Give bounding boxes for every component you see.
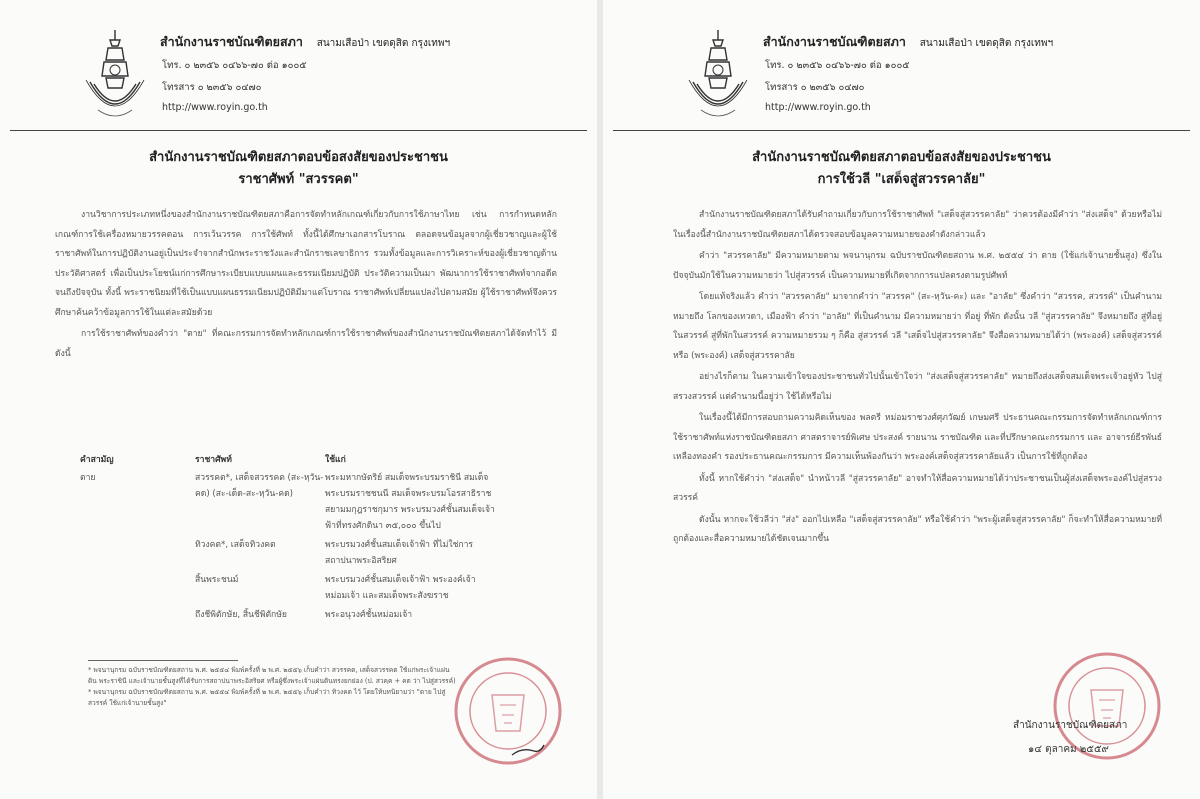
signature-org: สำนักงานราชบัณฑิตยสภา [1013, 720, 1128, 731]
paragraph: สำนักงานราชบัณฑิตยสภาได้รับคำถามเกี่ยวกับการใช้ราชาศัพท์ "เสด็จสู่สวรรคาลัย" ว่าควรต้องมีคำว่า "ส่งเสด็จ" ด้วยหรือไม่ ในเรื่องนี้สำนักงานราชบัณฑิตยสภาได้ตรวจสอบข้อมูลความหมายของคำดังกล่าวแล้ว [673, 210, 1162, 240]
cell [80, 537, 195, 569]
cell: สวรรคต*, เสด็จสวรรคต (สะ-หฺวัน-คด) (สะ-เด็ด-สะ-หฺวัน-คด) [195, 473, 324, 499]
telephone: โทร. ๐ ๒๓๕๖ ๐๔๖๖-๗๐ ต่อ ๑๐๐๕ [162, 60, 307, 71]
royal-vocabulary-table [80, 452, 500, 626]
cell [80, 607, 195, 623]
letterhead [673, 20, 1180, 125]
table-header [80, 452, 500, 466]
org-address: สนามเสือป่า เขตดุสิต กรุงเทพฯ [919, 38, 1054, 49]
telephone: โทร. ๐ ๒๓๕๖ ๐๔๖๖-๗๐ ต่อ ๑๐๐๕ [765, 60, 910, 71]
table-row [80, 470, 500, 534]
paragraph: การใช้ราชาศัพท์ของคำว่า "ตาย" ที่คณะกรรมการจัดทำหลักเกณฑ์การใช้ราชาศัพท์ของสำนักงานราชบัณฑิตยสภาได้จัดทำไว้ มีดังนี้ [55, 329, 557, 359]
org-name-line [160, 34, 450, 51]
document-page-right [603, 0, 1200, 799]
cell: ถึงชีพิตักษัย, สิ้นชีพิตักษัย [195, 610, 287, 620]
document-page-left [0, 0, 597, 799]
paragraph: โดยแท้จริงแล้ว คำว่า "สวรรคาลัย" มาจากคำว่า "สวรรค" (สะ-หฺวัน-คะ) และ "อาลัย" ซึ่งคำว่า "สวรรค, สวรรค์" เป็นคำนาม หมายถึง โลกของเทวดา, เมืองฟ้า คำว่า "อาลัย" ที่เป็นคำนาม มีความหมายว่า ที่อยู่ ที่พัก ดังนั้น วลี "สู่สวรรคาลัย" จึงหมายถึง สู่ที่อยู่ในสวรรค์ สู่ที่พักในสวรรค์ ความหมายรวม ๆ ก็คือ สู่สวรรค์ วลี "เสด็จไปสู่สวรรคาลัย" จึงสื่อความหมายได้ว่า (พระองค์) เสด็จสู่สวรรค์ หรือ (พระองค์) เสด็จสู่สวรรคาลัย [673, 292, 1162, 361]
footnote: * พจนานุกรม ฉบับราชบัณฑิตยสถาน พ.ศ. ๒๕๕๔ พิมพ์ครั้งที่ ๒ พ.ศ. ๒๕๕๖ เก็บคำว่า สวรรคต, เสด็จสวรรคต ใช้แก่พระเจ้าแผ่นดิน พระราชินี และเจ้านายชั้นสูงที่ได้รับการสถาปนาพระอิสริยศ หรือผู้ซึ่งพระเจ้าแผ่นดินทรงยกย่อง (ป. สวคฺค + คต ว่า ไปสู่สวรรค์) [88, 666, 456, 685]
header-used-for: ใช้แก่ [325, 455, 346, 465]
website: http://www.royin.go.th [162, 102, 268, 113]
royal-institute-emblem-icon [683, 26, 753, 126]
footnote: * พจนานุกรม ฉบับราชบัณฑิตยสถาน พ.ศ. ๒๕๕๔ พิมพ์ครั้งที่ ๒ พ.ศ. ๒๕๕๖ เก็บคำว่า ทิวงคต ไว้ โดยให้บทนิยามว่า "ตาย ไปสู่สวรรค์ ใช้แก่เจ้านายชั้นสูง" [88, 688, 446, 707]
fax: โทรสาร ๐ ๒๓๕๖ ๐๔๗๐ [765, 82, 865, 93]
footnote-rule [88, 660, 238, 661]
signature-date: ๑๔ ตุลาคม ๒๕๕๙ [1028, 744, 1109, 755]
cell: พระบรมวงศ์ชั้นสมเด็จเจ้าฟ้า พระองค์เจ้า หม่อมเจ้า และสมเด็จพระสังฆราช [325, 575, 476, 601]
table-row [80, 537, 500, 569]
paragraph: อย่างไรก็ตาม ในความเข้าใจของประชาชนทั่วไปนั้นเข้าใจว่า "ส่งเสด็จสู่สวรรคาลัย" หมายถึงส่งเสด็จสมเด็จพระเจ้าอยู่หัว ไปสู่สรวงสวรรค์ แต่คำนามนี้อยู่ว่า ใช้ได้หรือไม่ [673, 372, 1162, 402]
paragraph: ในเรื่องนี้ได้มีการสอบถามความคิดเห็นของ พลตรี หม่อมราชวงศ์ศุภวัฒย์ เกษมศรี ประธานคณะกรรมการจัดทำหลักเกณฑ์การใช้ราชาศัพท์แห่งราชบัณฑิตยสภา ศาสตราจารย์พิเศษ ประสงค์ รายนาน ราชบัณฑิต และที่ปรึกษาคณะกรรมการ และ อาจารย์ธีรพันธ์ เหลืองทองคำ รองประธานคณะกรรมการ มีความเห็นพ้องกันว่า พระองค์เสด็จสู่สวรรคาลัยแล้ว เป็นการใช้ที่ถูกต้อง [673, 413, 1162, 462]
doc-body [55, 206, 557, 366]
paragraph: ทั้งนี้ หากใช้คำว่า "ส่งเสด็จ" นำหน้าวลี "สู่สวรรคาลัย" อาจทำให้สื่อความหมายได้ว่าประชาชนเป็นผู้ส่งเสด็จพระองค์ไปสู่สรวงสวรรค์ [673, 473, 1162, 503]
paragraph: คำว่า "สวรรคาลัย" มีความหมายตาม พจนานุกรม ฉบับราชบัณฑิตยสถาน พ.ศ. ๒๕๕๔ ว่า ตาย (ใช้แก่เจ้านายชั้นสูง) ซึ่งในปัจจุบันมักใช้ในความหมายว่า ไปสู่สวรรค์ เป็นความหมายที่เกิดจากการแปลตรงตามรูปศัพท์ [673, 251, 1162, 281]
footnotes [88, 660, 458, 709]
table-row [80, 572, 500, 604]
header-common-word: คำสามัญ [80, 455, 114, 465]
royal-institute-emblem-icon [80, 26, 150, 126]
cell: ตาย [80, 473, 96, 483]
org-address: สนามเสือป่า เขตดุสิต กรุงเทพฯ [316, 38, 451, 49]
doc-title-line1: สำนักงานราชบัณฑิตยสภาตอบข้อสงสัยของประชาชน [149, 150, 448, 165]
doc-title-line1: สำนักงานราชบัณฑิตยสภาตอบข้อสงสัยของประชาชน [752, 150, 1051, 165]
doc-title-line2: ราชาศัพท์ "สวรรคต" [238, 172, 359, 187]
paragraph: งานวิชาการประเภทหนึ่งของสำนักงานราชบัณฑิตยสภาคือการจัดทำหลักเกณฑ์เกี่ยวกับการใช้ภาษาไทย เช่น การกำหนดหลักเกณฑ์การใช้เครื่องหมายวรรคตอน การเว้นวรรค การใช้ศัพท์ ทั้งนี้ได้ศึกษาเอกสารโบราณ ตลอดจนข้อมูลจากผู้เชี่ยวชาญและผู้ใช้ราชาศัพท์ในการปฏิบัติงานอยู่เป็นประจำจากสำนักพระราชวังและสำนักราชเลขาธิการ รวมทั้งข้อมูลและการวิเคราะห์ของผู้เชี่ยวชาญด้านประวัติศาสตร์ เพื่อเป็นประโยชน์แก่การศึกษาระเบียบแบบแผนและธรรมเนียมปฏิบัติ ประวัติความเป็นมา พัฒนาการใช้ราชาศัพท์จากอดีตจนถึงปัจจุบัน ทั้งนี้ พระราชนิยมที่ใช้เป็นแบบแผนธรรมเนียมปฏิบัติมีมาแต่โบราณ ราชาศัพท์เปลี่ยนแปลงไปตามสมัย ผู้ใช้ราชาศัพท์จึงควรศึกษาค้นคว้าข้อมูลการใช้ในแต่ละสมัยด้วย [55, 210, 557, 318]
cell: พระบรมวงศ์ชั้นสมเด็จเจ้าฟ้า ที่ไม่ใช่การสถาปนาพระอิสริยศ [325, 540, 474, 566]
header-divider [613, 130, 1190, 131]
letterhead [70, 20, 577, 125]
org-name: สำนักงานราชบัณฑิตยสภา [763, 34, 906, 49]
cell: สิ้นพระชนม์ [195, 575, 239, 585]
table-row [80, 607, 500, 623]
cell: พระมหากษัตริย์ สมเด็จพระบรมราชินี สมเด็จพระบรมราชชนนี สมเด็จพระบรมโอรสาธิราช สยามมกุฎราชกุมาร พระบรมวงศ์ชั้นสมเด็จเจ้าฟ้าที่ทรงศักดินา ๓๕,๐๐๐ ขึ้นไป [325, 473, 495, 531]
fax: โทรสาร ๐ ๒๓๕๖ ๐๔๗๐ [162, 82, 262, 93]
official-seal-icon [452, 655, 564, 767]
cell: พระอนุวงศ์ชั้นหม่อมเจ้า [325, 610, 413, 620]
header-divider [10, 130, 587, 131]
cell: ทิวงคต*, เสด็จทิวงคต [195, 540, 276, 550]
doc-body [673, 206, 1162, 552]
org-name-line [763, 34, 1053, 51]
paragraph: ดังนั้น หากจะใช้วลีว่า "ส่ง" ออกไปเหลือ "เสด็จสู่สวรรคาลัย" หรือใช้คำว่า "พระผู้เสด็จสู่สวรรคาลัย" ก็จะทำให้สื่อความหมายที่ถูกต้องและสื่อความหมายได้ชัดเจนมากขึ้น [673, 514, 1162, 544]
doc-title-line2: การใช้วลี "เสด็จสู่สวรรคาลัย" [817, 172, 986, 187]
header-royal-word: ราชาศัพท์ [195, 455, 232, 465]
org-name: สำนักงานราชบัณฑิตยสภา [160, 34, 303, 49]
website: http://www.royin.go.th [765, 102, 871, 113]
cell [80, 572, 195, 604]
